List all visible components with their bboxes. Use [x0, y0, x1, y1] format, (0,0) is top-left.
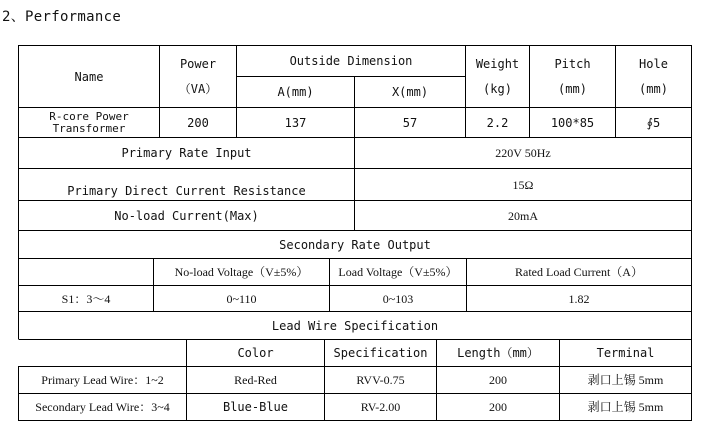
header-dimension-x: X(mm)	[354, 76, 466, 108]
secondary-lead-wire-length: 200	[436, 393, 560, 421]
header-weight-unit: (kg)	[483, 81, 512, 96]
primary-rate-input-value: 220V 50Hz	[354, 137, 692, 169]
product-hole-cell: ∮5	[615, 107, 692, 138]
header-hole-label: Hole	[639, 57, 668, 72]
noload-voltage-cell: 0~110	[153, 285, 330, 312]
primary-dc-resistance-label: Primary Direct Current Resistance	[18, 168, 355, 201]
header-noload-voltage: No-load Voltage（V±5%）	[153, 258, 330, 286]
header-dimension-a: A(mm)	[236, 76, 355, 108]
load-voltage-cell: 0~103	[329, 285, 467, 312]
header-hole-unit: (mm)	[639, 81, 668, 96]
header-name: Name	[18, 45, 160, 108]
section-heading: 2、Performance	[2, 9, 122, 25]
header-power-label: Power	[179, 57, 217, 72]
noload-current-label: No-load Current(Max)	[18, 200, 355, 231]
secondary-lead-wire-name: Secondary Lead Wire：3~4	[18, 393, 187, 421]
header-hole	[615, 45, 692, 108]
header-power-unit: （VA）	[178, 81, 218, 96]
primary-rate-input-label: Primary Rate Input	[18, 137, 355, 169]
header-rated-current: Rated Load Current（A）	[466, 258, 692, 286]
secondary-winding-cell: S1：3～4	[18, 285, 154, 312]
header-power	[159, 45, 237, 108]
secondary-lead-wire-terminal: 剥口上锡 5mm	[559, 393, 692, 421]
product-a-cell: 137	[236, 107, 355, 138]
secondary-lead-wire-spec: RV-2.00	[324, 393, 437, 421]
product-weight-cell: 2.2	[465, 107, 530, 138]
header-load-voltage: Load Voltage（V±5%）	[329, 258, 467, 286]
primary-lead-wire-spec: RVV-0.75	[324, 366, 437, 394]
secondary-lead-wire-color: Blue-Blue	[186, 393, 325, 421]
leadwire-header-blank	[18, 339, 187, 367]
secondary-output-title: Secondary Rate Output	[18, 230, 692, 259]
header-outside-dimension: Outside Dimension	[236, 45, 466, 77]
rated-current-cell: 1.82	[466, 285, 692, 312]
primary-lead-wire-terminal: 剥口上锡 5mm	[559, 366, 692, 394]
product-x-cell: 57	[354, 107, 466, 138]
header-pitch-label: Pitch	[554, 57, 591, 72]
primary-lead-wire-name: Primary Lead Wire：1~2	[18, 366, 187, 394]
header-color: Color	[186, 339, 325, 367]
header-weight-label: Weight	[475, 57, 520, 72]
product-power-cell: 200	[159, 107, 237, 138]
header-terminal: Terminal	[559, 339, 692, 367]
product-name-cell: R-core Power Transformer	[18, 107, 160, 138]
header-specification: Specification	[324, 339, 437, 367]
leadwire-title: Lead Wire Specification	[18, 311, 692, 340]
primary-dc-resistance-value: 15Ω	[354, 168, 692, 201]
header-weight	[465, 45, 530, 108]
secondary-header-blank	[18, 258, 154, 286]
header-length: Length（mm）	[436, 339, 560, 367]
header-pitch	[529, 45, 616, 108]
primary-lead-wire-color: Red-Red	[186, 366, 325, 394]
primary-lead-wire-length: 200	[436, 366, 560, 394]
header-pitch-unit: (mm)	[558, 81, 587, 96]
noload-current-value: 20mA	[354, 200, 692, 231]
product-pitch-cell: 100*85	[529, 107, 616, 138]
